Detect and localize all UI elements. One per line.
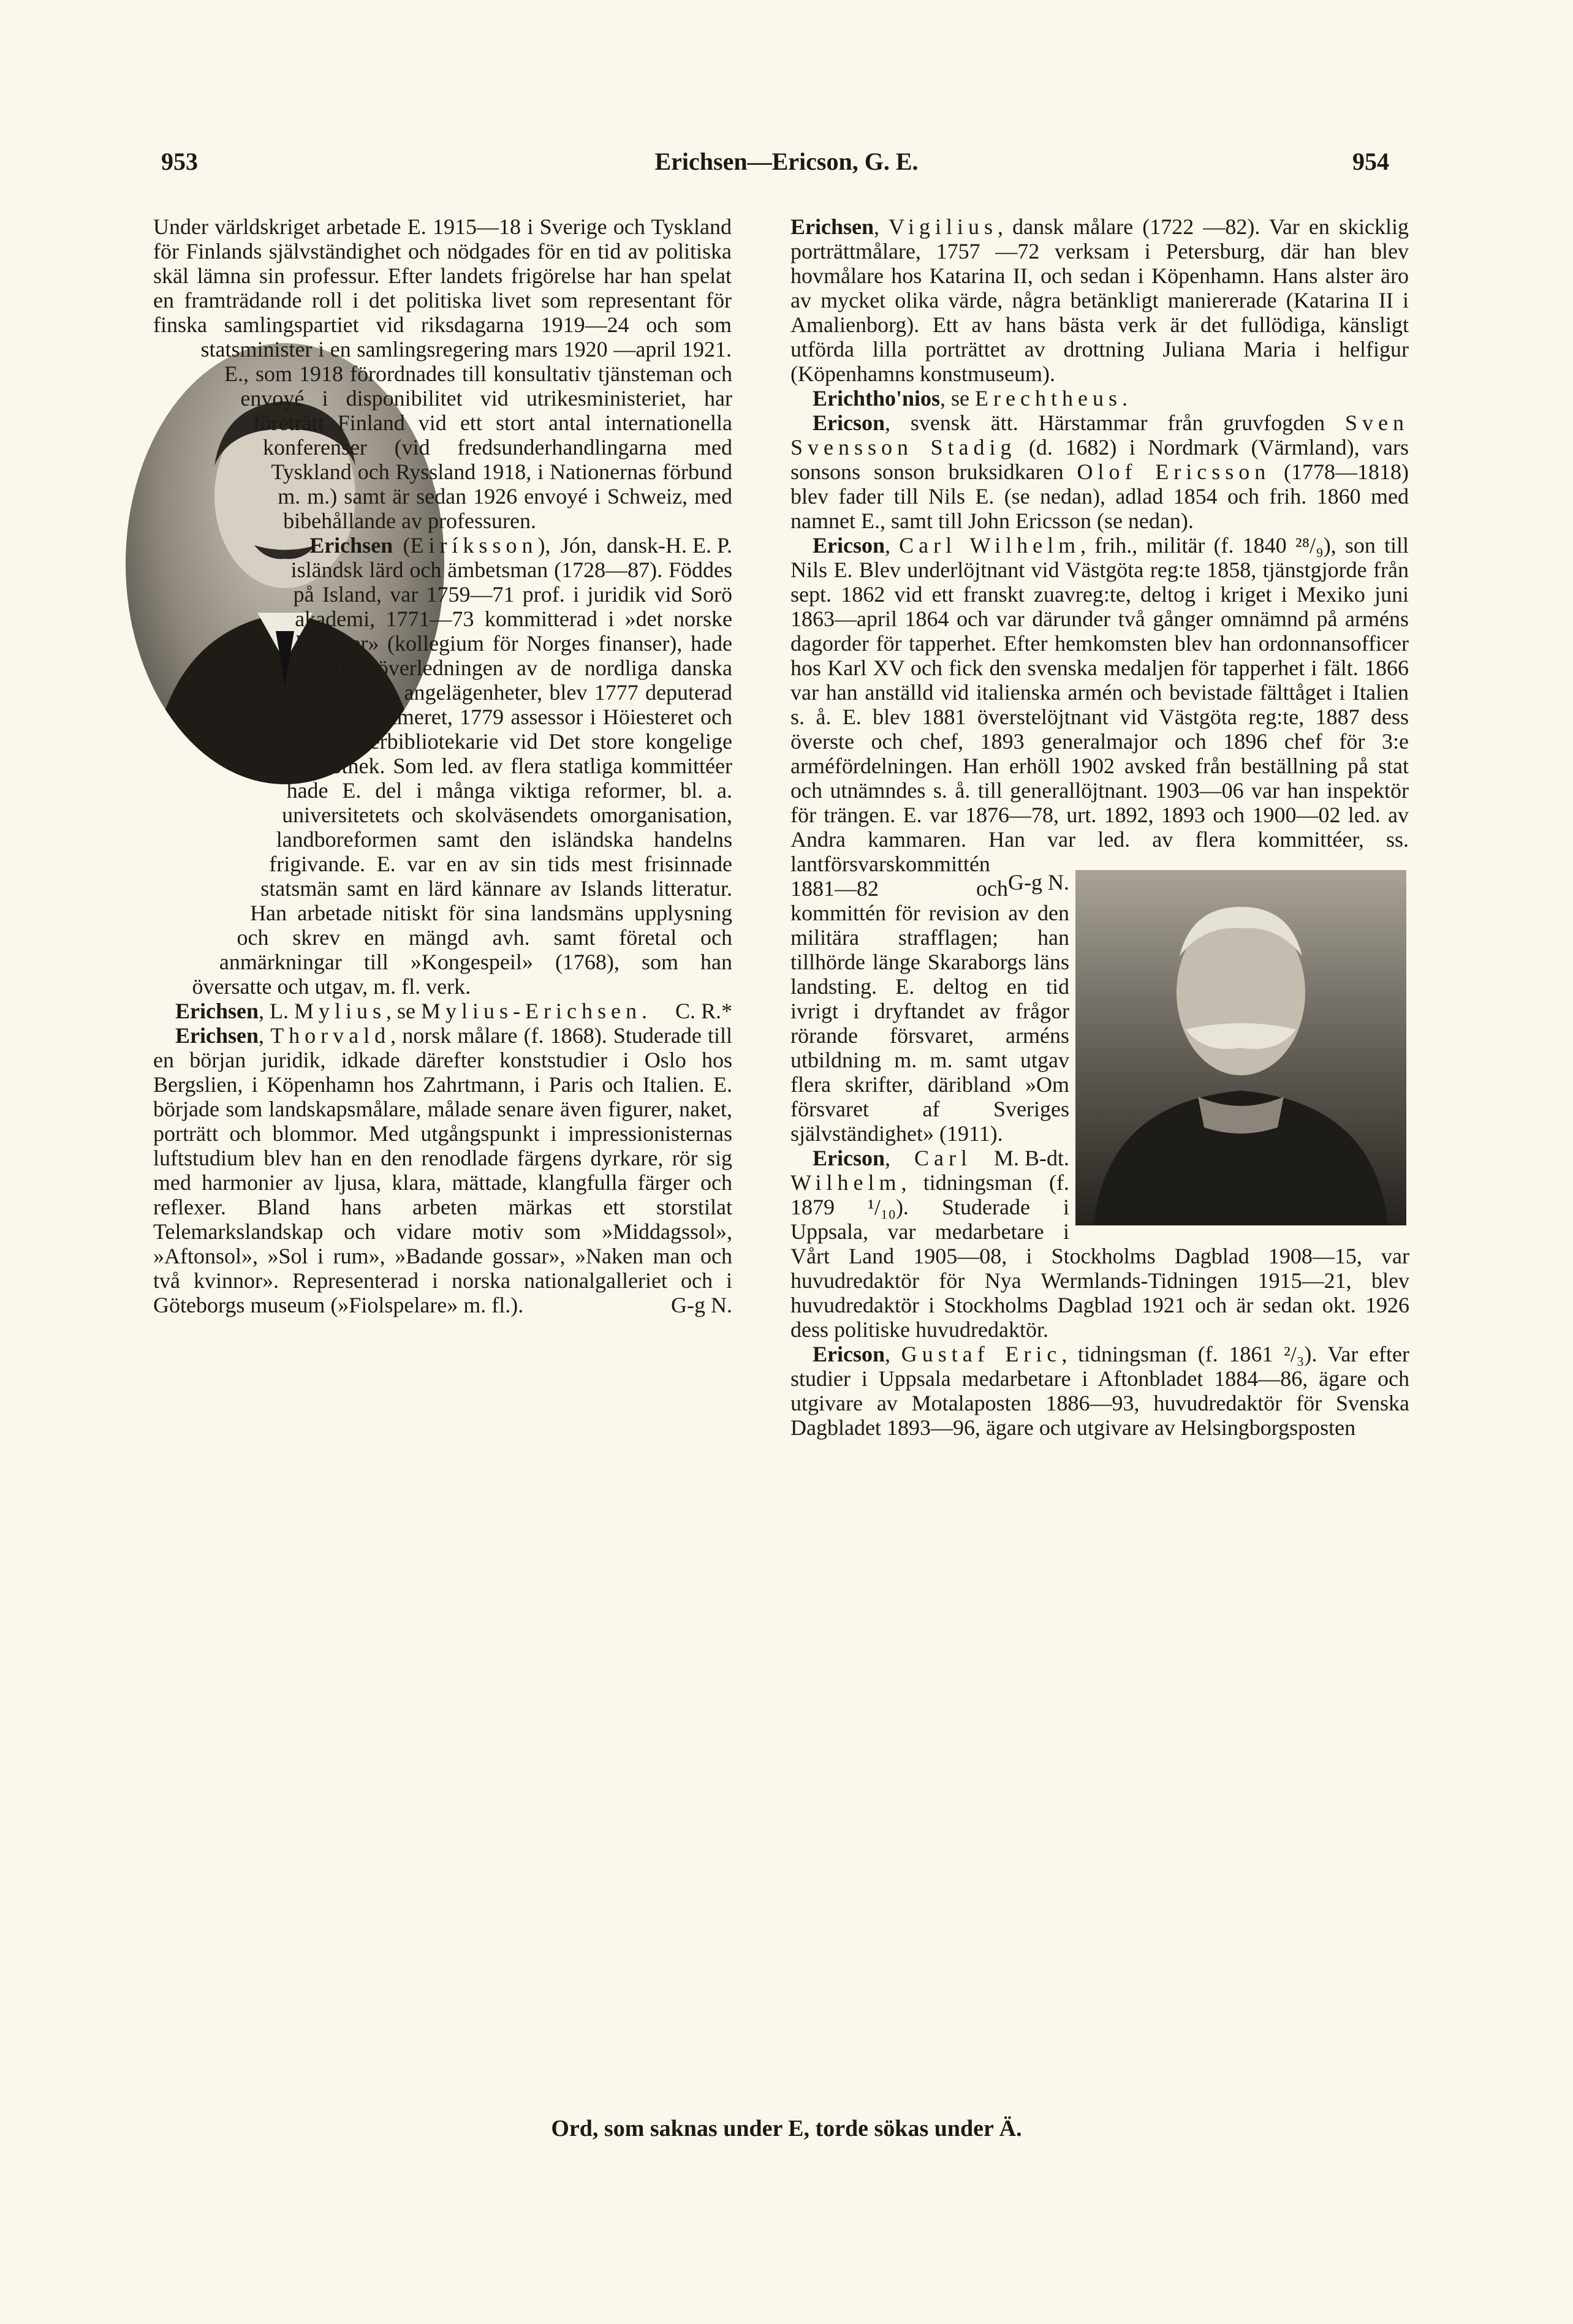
right-column — [790, 214, 1409, 1440]
signature: G-g N. — [1008, 870, 1069, 895]
entry-erichthonios: Erichtho'nios, se Erechtheus. — [813, 386, 1128, 411]
entry-ericson-family: Ericson, svensk ätt. Härstammar från gruvfogden Sven Svensson Stadig (d. 1682) i Nordmark (Värmland), vars sonsons sonson bruksidkaren Olof Ericsson (1778—1818) blev fader till Nils E. (se nedan), adlad 1854 och frih. 1860 med namnet E., samt till John Ericsson (se nedan). — [790, 411, 1409, 533]
left-column — [153, 214, 732, 1317]
entry-erichsen-thorvald: Erichsen, Thorvald, norsk målare (f. 1868). Studerade till en början juridik, idkade därefter konststudier i Oslo hos Bergslien, i Köpenhamn hos Zahrtmann, i Paris och Italien. E. började som landskapsmålare, målade senare även figurer, naket, porträtt och blommor. Med utgångspunkt i impressionisternas luftstudium blev han en den renodlade färgens dyrkare, rör sig med harmonier av ljusa, klara, mättade, klangfulla färger och reflexer. Bland hans arbeten märkas ett storstilat Telemarkslandskap och vidare motiv som »Middagssol», »Aftonsol», »Sol i rum», »Badande gossar», »Naken man och två kvinnor». Representerad i norska nationalgalleriet och i Göteborgs museum (»Fiolspelare» m. fl.). G-g N. — [153, 1023, 732, 1317]
cross-reference: Erechtheus — [975, 386, 1122, 411]
cross-reference: Mylius-Erichsen — [421, 999, 642, 1023]
entry-ericson-gustaf-eric: Ericson, Gustaf Eric, tidningsman (f. 1861 ²/₃). Var efter studier i Uppsala medarbetare i Aftonbladet 1884—86, ägare och utgivare av Motalaposten 1886—93, huvudredaktör för Svenska Dagbladet 1893—96, ägare och utgivare av Helsingborgsposten — [790, 1342, 1409, 1440]
signature: H. E. P. — [665, 533, 732, 558]
page-number-right: 954 — [1352, 148, 1389, 175]
page-number-left: 953 — [161, 148, 198, 175]
entry-erichsen-mylius: Erichsen, L. Mylius, se Mylius-Erichsen. — [175, 999, 648, 1023]
footer-note: Ord, som saknas under E, torde sökas under Ä. — [551, 2116, 1022, 2141]
entry-ericson-carl-wilhelm-journalist: Ericson, Carl Wilhelm, tidningsman (f. 1879 ¹/₁₀). Studerade i Uppsala, var medarbetare i Vårt Land 1905—08, i Stockholms Dagblad 1908—15, var huvudredaktör för Nya Wermlands-Tidningen 1915—21, blev huvudredaktör i Stockholms Dagblad 1921 och är sedan okt. 1926 dess politiske huvudredaktör. — [790, 1146, 1409, 1342]
entry-ericson-carl-wilhelm-military: Ericson, Carl Wilhelm, frih., militär (f. 1840 ²⁸/₉), son till Nils E. Blev underlöjtnant vid Västgöta reg:te 1858, tjänstgjorde från sept. 1862 vid ett franskt zuavreg:te, deltog i kriget i Mexiko juni 1863—april 1864 och var därunder två gånger omnämnd på arméns dagorder för tapperhet. Efter hemkomsten blev han ordonnansofficer hos Karl XV och fick den svenska medaljen för tapperhet i fält. 1866 var han anställd vid italienska armén och bevistade fälttåget i Italien s. å. E. blev 1881 överstelöjtnant vid Västgöta reg:te, 1887 dess överste och chef, 1893 generalmajor och 1896 chef för 3:e arméfördelningen. Han erhöll 1902 avsked från beställning på stat och utnämndes s. å. till generallöjtnant. 1903—06 var han inspektör för trängen. E. var 1876—78, urt. 1892, 1893 och 1900—02 led. av Andra kammaren. Han var led. av flera kommittéer, ss. lantförsvarskommittén 1881—82 och kommittén för revision av den militära strafflagen; han tillhörde länge Skaraborgs läns landsting. E. deltog en tid ivrigt i dryftandet av frågor rörande försvaret, arméns utbildning m. m. samt utgav flera skrifter, däribland »Om försvaret af Sveriges självständighet» (1911). M. B-dt. — [790, 533, 1409, 1170]
signature: C. R.* — [675, 999, 732, 1023]
entry-erichsen-jon: Erichsen (Eiríksson), Jón, dansk-isländsk lärd och ämbetsman (1728—87). Föddes på Island, var 1759—71 prof. i juridik vid Sorö akademi, 1771—73 kommitterad i »det norske kammer» (kollegium för Norges finanser), hade därefter överledningen av de nordliga danska biländernas angelägenheter, blev 1777 deputerad i Rentekammeret, 1779 assessor i Höiesteret och 1781 överbibliotekarie vid Det store kongelige bibliothek. Som led. av flera statliga kommittéer hade E. del i många viktiga reformer, bl. a. universitetets och skolväsendets omorganisation, landboreformen samt den isländska handelns frigivande. E. var en av sin tids mest frisinnade statsmän samt en lärd kännare av Islands litteratur. Han arbetade nitiskt för sina landsmäns upplysning och skrev en mängd avh. samt företal och anmärkningar till »Kongespeil» (1768), som han översatte och utgav, m. fl. verk. C. R.* — [192, 533, 732, 1023]
running-head: Erichsen—Ericson, G. E. — [654, 148, 919, 175]
entry-continuation: Under världskriget arbetade E. 1915—18 i Sverige och Tyskland för Finlands självständighet och nödgades för en tid av politiska skäl lämna sin professur. Efter landets frigörelse har han spelat en framträdande roll i det politiska livet som representant för finska samlingspartiet vid riksdagarna 1919—24 och som statsminister i en samlingsregering mars 1920 —april 1921. E., som 1918 förordnades till konsultativ tjänsteman och envoyé i disponibilitet vid utrikesministeriet, har företrätt Finland vid ett stort antal internationella konferenser (vid fredsunderhandlingarna med Tyskland och Ryssland 1918, i Nationernas förbund m. m.) samt är sedan 1926 envoyé i Schweiz, med bibehållande av professuren. H. E. P. — [153, 214, 732, 558]
signature: M. B-dt. — [993, 1146, 1069, 1170]
entry-erichsen-vigilius: Erichsen, Vigilius, dansk målare (1722 —82). Var en skicklig porträttmålare, 1757 —72 verksam i Petersburg, där han blev hovmålare hos Katarina II, och sedan i Köpenhamn. Hans alster äro av mycket olika värde, några betänkligt maniererade (Katarina II i Amalienborg). Ett av hans bästa verk är det fullödiga, känsligt utförda lilla porträttet av drottning Juliana Maria i helfigur (Köpenhamns konstmuseum). G-g N. — [790, 214, 1409, 895]
signature: G-g N. — [671, 1293, 732, 1317]
